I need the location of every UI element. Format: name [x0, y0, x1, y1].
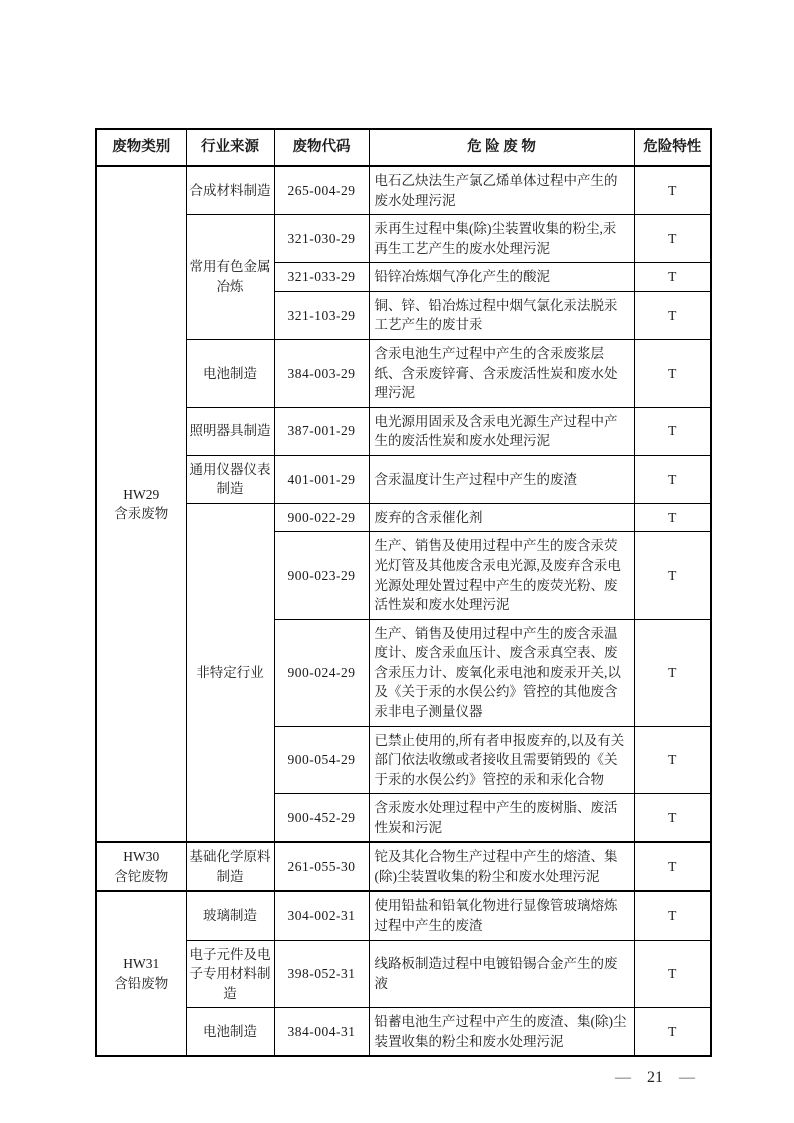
header-hazardous-waste: 危 险 废 物	[369, 129, 634, 166]
page-footer	[95, 1069, 710, 1087]
hazard-cell: T	[634, 842, 711, 891]
code-cell: 900-452-29	[274, 794, 369, 843]
code-cell: 384-003-29	[274, 339, 369, 407]
hazard-cell: T	[634, 1008, 711, 1057]
waste-cell: 汞再生过程中集(除)尘装置收集的粉尘,汞再生工艺产生的废水处理污泥	[369, 215, 634, 263]
code-cell: 900-054-29	[274, 726, 369, 794]
category-code: HW31	[123, 956, 160, 972]
waste-cell: 生产、销售及使用过程中产生的废含汞温度计、废含汞血压计、废含汞真空表、废含汞压力计、废氧化汞电池和废汞开关,以及《关于汞的水俣公约》管控的其他废含汞非电子测量仪器	[369, 619, 634, 726]
code-cell: 900-022-29	[274, 503, 369, 532]
code-cell: 387-001-29	[274, 407, 369, 455]
waste-cell: 使用铅盐和铅氧化物进行显像管玻璃熔炼过程中产生的废渣	[369, 891, 634, 940]
hazard-cell: T	[634, 339, 711, 407]
waste-cell: 含汞温度计生产过程中产生的废渣	[369, 455, 634, 503]
source-cell: 基础化学原料制造	[186, 842, 274, 891]
source-cell: 通用仪器仪表制造	[186, 455, 274, 503]
waste-cell: 含汞电池生产过程中产生的含汞废浆层纸、含汞废锌膏、含汞废活性炭和废水处理污泥	[369, 339, 634, 407]
waste-cell: 铜、锌、铅冶炼过程中烟气氯化汞法脱汞工艺产生的废甘汞	[369, 291, 634, 339]
waste-cell: 含汞废水处理过程中产生的废树脂、废活性炭和污泥	[369, 794, 634, 843]
header-hazard-property: 危险特性	[634, 129, 711, 166]
waste-table-body	[96, 166, 711, 1056]
hazard-cell: T	[634, 503, 711, 532]
hazard-cell: T	[634, 726, 711, 794]
table-row	[96, 891, 711, 940]
category-name: 含铊废物	[114, 868, 169, 884]
code-cell: 304-002-31	[274, 891, 369, 940]
waste-cell: 废弃的含汞催化剂	[369, 503, 634, 532]
header-waste-code: 废物代码	[274, 129, 369, 166]
table-row	[96, 215, 711, 263]
code-cell: 900-024-29	[274, 619, 369, 726]
source-cell: 合成材料制造	[186, 166, 274, 215]
hazard-cell: T	[634, 619, 711, 726]
waste-cell: 铊及其化合物生产过程中产生的熔渣、集(除)尘装置收集的粉尘和废水处理污泥	[369, 842, 634, 891]
table-row	[96, 842, 711, 891]
source-cell: 非特定行业	[186, 503, 274, 842]
category-code: HW30	[123, 849, 160, 865]
waste-cell: 生产、销售及使用过程中产生的废含汞荧光灯管及其他废含汞电光源,及废弃含汞电光源处理处置过程中产生的废荧光粉、废活性炭和废水处理污泥	[369, 532, 634, 619]
category-cell	[96, 891, 186, 1056]
code-cell: 900-023-29	[274, 532, 369, 619]
hazard-cell: T	[634, 166, 711, 215]
waste-cell: 线路板制造过程中电镀铅锡合金产生的废液	[369, 940, 634, 1008]
waste-cell: 铅蓄电池生产过程中产生的废渣、集(除)尘装置收集的粉尘和废水处理污泥	[369, 1008, 634, 1057]
waste-cell: 电光源用固汞及含汞电光源生产过程中产生的废活性炭和废水处理污泥	[369, 407, 634, 455]
hazard-cell: T	[634, 407, 711, 455]
table-header-row	[96, 129, 711, 166]
category-name: 含铅废物	[114, 975, 169, 991]
hazard-cell: T	[634, 940, 711, 1008]
table-row	[96, 1008, 711, 1057]
table-row	[96, 455, 711, 503]
footer-dash-left: —	[615, 1069, 631, 1087]
table-row	[96, 339, 711, 407]
source-cell: 常用有色金属冶炼	[186, 215, 274, 340]
code-cell: 321-103-29	[274, 291, 369, 339]
waste-cell: 电石乙炔法生产氯乙烯单体过程中产生的废水处理污泥	[369, 166, 634, 215]
hazard-cell: T	[634, 794, 711, 843]
hazard-cell: T	[634, 532, 711, 619]
table-row	[96, 940, 711, 1008]
table-row	[96, 166, 711, 215]
hazard-cell: T	[634, 291, 711, 339]
waste-cell: 铅锌冶炼烟气净化产生的酸泥	[369, 263, 634, 292]
category-code: HW29	[123, 486, 160, 502]
source-cell: 照明器具制造	[186, 407, 274, 455]
header-industry-source: 行业来源	[186, 129, 274, 166]
code-cell: 321-033-29	[274, 263, 369, 292]
table-row	[96, 503, 711, 532]
waste-cell: 已禁止使用的,所有者申报废弃的,以及有关部门依法收缴或者接收且需要销毁的《关于汞的水俣公约》管控的汞和汞化合物	[369, 726, 634, 794]
code-cell: 321-030-29	[274, 215, 369, 263]
source-cell: 玻璃制造	[186, 891, 274, 940]
category-name: 含汞废物	[114, 506, 169, 522]
code-cell: 398-052-31	[274, 940, 369, 1008]
hazard-cell: T	[634, 215, 711, 263]
category-cell	[96, 842, 186, 891]
code-cell: 401-001-29	[274, 455, 369, 503]
code-cell: 265-004-29	[274, 166, 369, 215]
source-cell: 电池制造	[186, 1008, 274, 1057]
category-cell	[96, 166, 186, 842]
footer-dash-right: —	[679, 1069, 695, 1087]
hazardous-waste-table	[95, 128, 712, 1057]
code-cell: 261-055-30	[274, 842, 369, 891]
hazard-cell: T	[634, 263, 711, 292]
source-cell: 电池制造	[186, 339, 274, 407]
hazard-cell: T	[634, 891, 711, 940]
code-cell: 384-004-31	[274, 1008, 369, 1057]
table-row	[96, 407, 711, 455]
page-number: 21	[647, 1069, 663, 1087]
header-waste-category: 废物类别	[96, 129, 186, 166]
hazard-cell: T	[634, 455, 711, 503]
source-cell: 电子元件及电子专用材料制造	[186, 940, 274, 1008]
